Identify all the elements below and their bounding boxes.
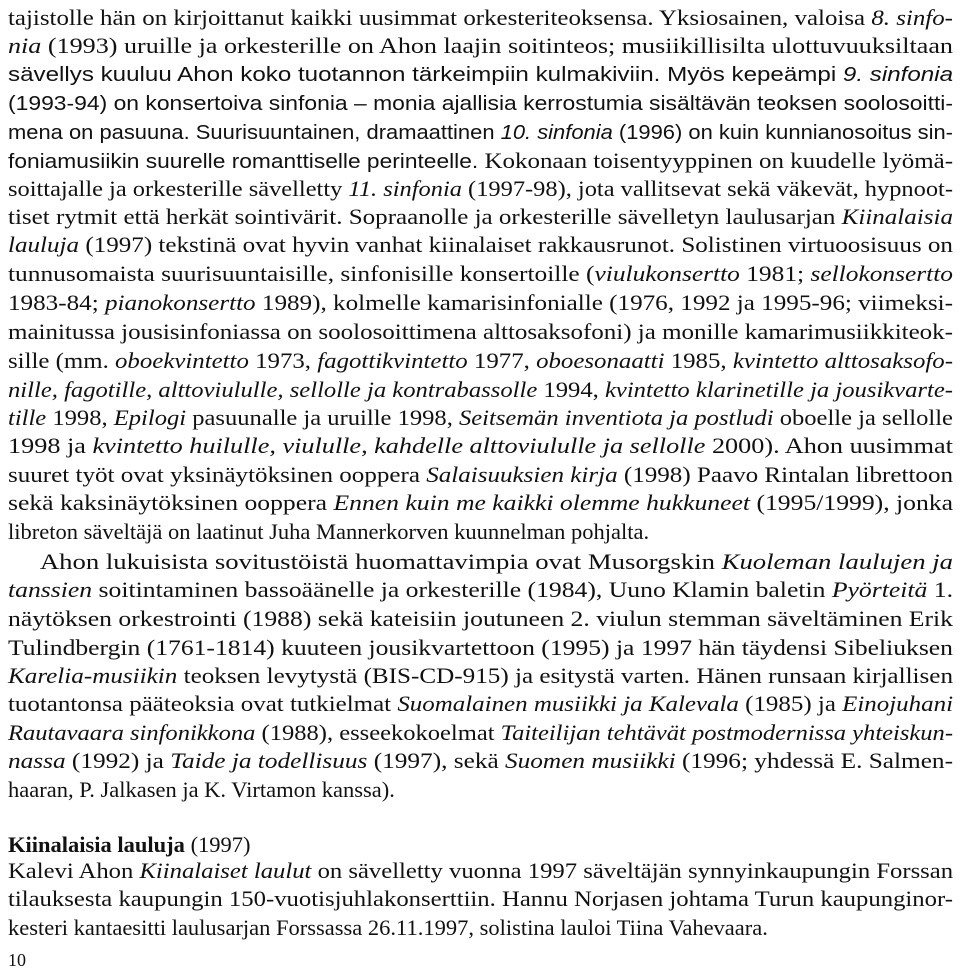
paragraph-1-line: [8, 346, 953, 376]
text-segment: (1988), esseekokoelmat: [255, 720, 501, 745]
text-segment: 10. sinfonia: [500, 121, 613, 144]
paragraph-1-line: [8, 403, 953, 433]
text-segment: tiset rytmit että herkät sointivärit.: [8, 204, 349, 229]
paragraph-1-line: [8, 202, 953, 232]
text-segment: 1998,: [46, 405, 114, 430]
text-segment: nia: [8, 33, 42, 58]
paragraph-2-line: [8, 775, 395, 805]
paragraph-1-line: [8, 88, 953, 119]
text-segment: Taiteilijan tehtävät postmodernissa yhteiskun-: [500, 720, 954, 745]
text-segment: (1996) on kuin kunnianosoitus sin-: [612, 121, 953, 144]
text-segment: oboekvintetto: [115, 348, 249, 373]
paragraph-1-line: [8, 146, 953, 177]
text-segment: kvintetto klarinetille ja jousikvarte-: [604, 377, 953, 402]
paragraph-1-line: [8, 117, 953, 148]
text-segment: libreton säveltäjä on laatinut Juha Mannerkorven kuunnelman pohjalta.: [8, 519, 650, 544]
text-segment: Karelia-musiikin: [8, 663, 178, 688]
text-segment: tajistolle hän on kirjoittanut kaikki uusimmat orkesteriteoksensa. Yksiosainen, valoisa: [8, 5, 872, 30]
text-segment: (1997), sekä: [367, 748, 506, 773]
text-segment: Kokonaan toisentyyppinen on kuudelle lyömä-: [484, 148, 954, 173]
text-segment: kvintetto alttosaksofo-: [732, 348, 954, 373]
text-segment: tunnusomaista suurisuuntaisille, sinfonisille konsertoille (: [8, 261, 595, 286]
text-segment: suuret työt ovat yksinäytöksinen ooppera: [8, 462, 427, 487]
text-segment: 1985,: [664, 348, 733, 373]
text-segment: sille (mm.: [8, 348, 116, 373]
text-segment: Sopraanolle ja orkesterille sävelletyn laulusarjan: [348, 204, 842, 229]
section-line: [8, 856, 953, 886]
text-segment: (1992) ja: [65, 748, 171, 773]
text-segment: Ahon lukuisista sovitustöistä huomattavimpia ovat Musorgskin: [8, 549, 722, 574]
paragraph-1-line: [8, 517, 649, 547]
text-segment: tilauksesta kaupungin 150-vuotisjuhlakonserttiin. Hannu Norjasen johtama Turun kaupunginor-: [8, 886, 953, 911]
paragraph-2-line: [8, 604, 953, 634]
section-heading-title: Kiinalaisia lauluja: [8, 832, 185, 857]
text-segment: Kiinalaiset laulut: [139, 858, 312, 883]
text-segment: (1993-94) on konsertoiva sinfonia – monia ajallisia kerrostumia sisältävän teoksen soolosoitti-: [8, 92, 954, 115]
text-segment: nassa: [8, 748, 66, 773]
text-segment: (1995/1999), jonka: [750, 490, 954, 515]
text-segment: 1.: [927, 577, 953, 602]
text-segment: 1983-84;: [8, 290, 105, 315]
paragraph-2-line: [8, 633, 953, 663]
text-segment: Epilogi: [113, 405, 187, 430]
text-segment: (1998) Paavo Rintalan librettoon: [617, 462, 954, 487]
text-segment: on sävelletty vuonna 1997 säveltäjän synnyinkaupungin Forssan: [311, 858, 954, 883]
paragraph-2-line: [8, 575, 953, 605]
paragraph-1-line: [8, 59, 953, 90]
paragraph-2-line: [8, 746, 953, 776]
text-segment: oboelle ja sellolle: [773, 405, 953, 430]
text-segment: (1993) uruille ja orkesterille on Ahon laajin soitinteos; musiikillisilta ulottuvuuksiltaan: [41, 33, 953, 58]
text-segment: 1994,: [537, 377, 605, 402]
text-segment: kvintetto huilulle, viululle, kahdelle alttoviululle ja sellolle: [92, 433, 706, 458]
text-segment: (1997) tekstinä ovat hyvin vanhat kiinalaiset rakkausrunot. Solistinen virtuoosisuus on: [79, 232, 953, 257]
paragraph-1-line: [8, 431, 953, 461]
text-segment: sekä kaksinäytöksinen ooppera: [8, 490, 334, 515]
text-segment: 1981;: [739, 261, 811, 286]
text-segment: 1998 ja: [8, 433, 93, 458]
text-segment: foniamusiikin suurelle romanttiselle perinteelle.: [8, 150, 485, 173]
paragraph-1-line: [8, 31, 953, 61]
text-segment: mena on pasuuna. Suurisuuntainen, dramaattinen: [8, 121, 501, 144]
paragraph-1-line: [8, 460, 953, 490]
text-segment: Kuoleman laulujen ja: [721, 549, 954, 574]
paragraph-1-line: [8, 488, 953, 518]
text-segment: 1973,: [248, 348, 318, 373]
text-segment: (1996; yhdessä E. Salmen-: [675, 748, 954, 773]
text-segment: kesteri kantaesitti laulusarjan Forssassa 26.11.1997, solistina lauloi Tiina Vahevaara.: [8, 915, 768, 940]
paragraph-1-line: [8, 259, 953, 289]
text-segment: mainitussa jousisinfoniassa on soolosoittimena alttosaksofoni) ja monille kamarimusiikkiteok-: [8, 319, 954, 344]
text-segment: Suomen musiikki: [505, 748, 676, 773]
text-segment: haaran, P. Jalkasen ja K. Virtamon kanssa).: [8, 777, 395, 802]
text-segment: lauluja: [8, 232, 80, 257]
paragraph-1-line: [8, 317, 953, 347]
text-segment: Pyörteitä: [831, 577, 928, 602]
text-segment: Salaisuuksien kirja: [426, 462, 618, 487]
text-segment: näytöksen orkestrointi (1988) sekä kateisiin joutuneen 2. viulun stemman säveltäminen Erik: [8, 606, 953, 631]
text-segment: Tulindbergin (1761-1814) kuuteen jousikvartettoon (1995) ja 1997 hän täydensi Sibeliuksen: [8, 635, 953, 660]
paragraph-2-line: [8, 689, 953, 719]
text-segment: soitintaminen bassoäänelle ja orkesterille (1984), Uuno Klamin baletin: [92, 577, 832, 602]
paragraph-2-line: [8, 661, 953, 691]
text-segment: Seitsemän inventiota ja postludi: [458, 405, 774, 430]
text-segment: Taide ja todellisuus: [170, 748, 368, 773]
text-segment: pasuunalle ja uruille 1998,: [186, 405, 459, 430]
text-segment: viulukonsertto: [594, 261, 740, 286]
text-segment: Rautavaara sinfonikkona: [8, 720, 256, 745]
text-segment: Kalevi Ahon: [8, 858, 140, 883]
text-segment: Einojuhani: [842, 691, 954, 716]
text-segment: fagottikvintetto: [317, 348, 468, 373]
page-number: 10: [8, 950, 26, 970]
paragraph-1-line: [8, 375, 953, 405]
text-segment: tille: [8, 405, 47, 430]
section-line: [8, 884, 953, 914]
text-segment: sellokonsertto: [810, 261, 954, 286]
paragraph-1-line: [8, 288, 953, 318]
text-segment: 2000). Ahon uusimmat: [705, 433, 953, 458]
text-segment: 11. sinfonia: [348, 176, 462, 201]
text-segment: nille, fagotille, alttoviululle, sellolle ja kontrabassolle: [8, 377, 538, 402]
text-segment: teoksen levytystä (BIS-CD-915) ja esitystä varten. Hänen runsaan kirjallisen: [177, 663, 954, 688]
text-segment: (1997-98), jota vallitsevat sekä väkevät, hypnoot-: [461, 176, 953, 201]
paragraph-1-line: [8, 3, 953, 33]
text-segment: (1985) ja: [738, 691, 843, 716]
paragraph-1-line: [8, 230, 953, 260]
text-segment: 8. sinfo-: [871, 5, 953, 30]
section-line: [8, 913, 768, 943]
text-segment: Suomalainen musiikki ja Kalevala: [397, 691, 739, 716]
text-segment: 1989), kolmelle kamarisinfonialle (1976, 1992 ja 1995-96; viimeksi-: [255, 290, 953, 315]
text-segment: oboesonaatti: [536, 348, 665, 373]
text-segment: soittajalle ja orkesterille sävelletty: [8, 176, 349, 201]
text-segment: tanssien: [8, 577, 93, 602]
text-segment: Ennen kuin me kaikki olemme hukkuneet: [333, 490, 751, 515]
paragraph-1-line: [8, 174, 953, 204]
paragraph-2-line: [8, 718, 953, 748]
text-segment: tuotantonsa pääteoksia ovat tutkielmat: [8, 691, 398, 716]
text-segment: Kiinalaisia: [841, 204, 953, 229]
text-segment: 1977,: [467, 348, 537, 373]
paragraph-2-line: [8, 547, 953, 577]
text-segment: sävellys kuuluu Ahon koko tuotannon tärkeimpiin kulmakiviin. Myös kepeämpi: [8, 63, 843, 86]
text-segment: pianokonsertto: [104, 290, 256, 315]
section-heading-year: (1997): [184, 832, 251, 857]
text-segment: 9. sinfonia: [842, 63, 954, 86]
